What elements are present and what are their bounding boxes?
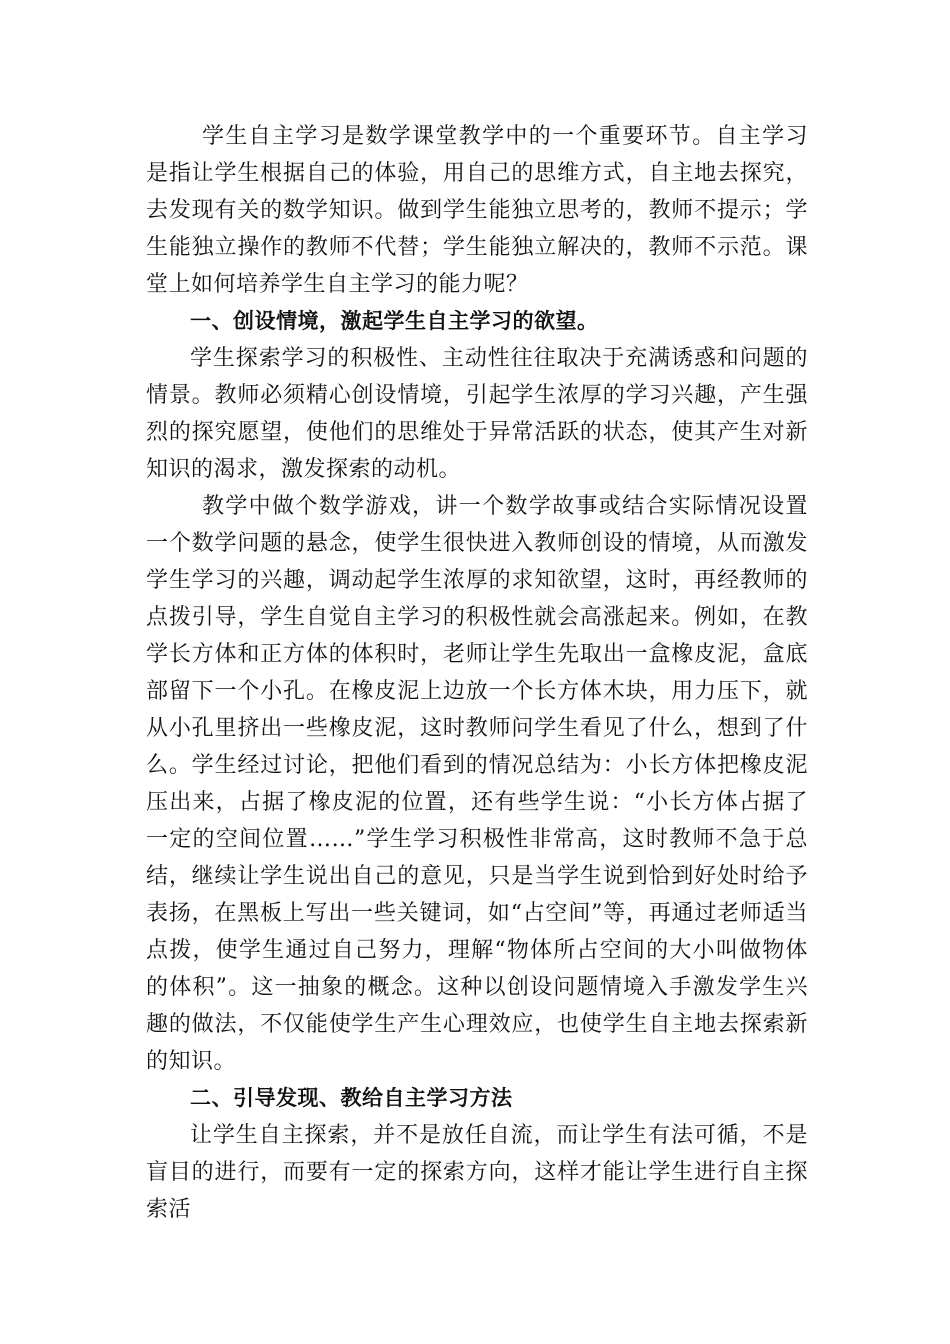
section-heading-1: 一、创设情境，激起学生自主学习的欲望。 [190, 309, 599, 333]
section-heading-2: 二、引导发现、教给自主学习方法 [190, 1086, 513, 1110]
section-1-paragraph-2: 教学中做个数学游戏，讲一个数学故事或结合实际情况设置一个数学问题的悬念，使学生很快进入教师创设的情境，从而激发学生学习的兴趣，调动起学生浓厚的求知欲望，这时，再经教师的点拨引导，学生自觉自主学习的积极性就会高涨起来。例如，在教学长方体和正方体的体积时，老师让学生先取出一盒橡皮泥，盒底部留下一个小孔。在橡皮泥上边放一个长方体木块，用力压下，就从小孔里挤出一些橡皮泥，这时教师问学生看见了什么，想到了什么。学生经过讨论，把他们看到的情况总结为：小长方体把橡皮泥压出来，占据了橡皮泥的位置，还有些学生说：“小长方体占据了一定的空间位置……”学生学习积极性非常高，这时教师不急于总结，继续让学生说出自己的意见，只是当学生说到恰到好处时给予表扬，在黑板上写出一些关键词，如“占空间”等，再通过老师适当点拨，使学生通过自己努力，理解“物体所占空间的大小叫做物体的体积”。这一抽象的概念。这种以创设问题情境入手激发学生兴趣的做法，不仅能使学生产生心理效应，也使学生自主地去探索新的知识。 [146, 494, 808, 1074]
intro-paragraph: 学生自主学习是数学课堂教学中的一个重要环节。自主学习是指让学生根据自己的体验，用自己的思维方式，自主地去探究，去发现有关的数学知识。做到学生能独立思考的，教师不提示；学生能独立操作的教师不代替；学生能独立解决的，教师不示范。课堂上如何培养学生自主学习的能力呢？ [146, 124, 808, 297]
section-2-paragraph-1: 让学生自主探索，并不是放任自流，而让学生有法可循，不是盲目的进行，而要有一定的探索方向，这样才能让学生进行自主探索活 [146, 1123, 808, 1222]
section-1-paragraph-1: 学生探索学习的积极性、主动性往往取决于充满诱惑和问题的情景。教师必须精心创设情境，引起学生浓厚的学习兴趣，产生强烈的探究愿望，使他们的思维处于异常活跃的状态，使其产生对新知识的渴求，激发探索的动机。 [146, 346, 808, 482]
document-body [146, 118, 808, 1228]
